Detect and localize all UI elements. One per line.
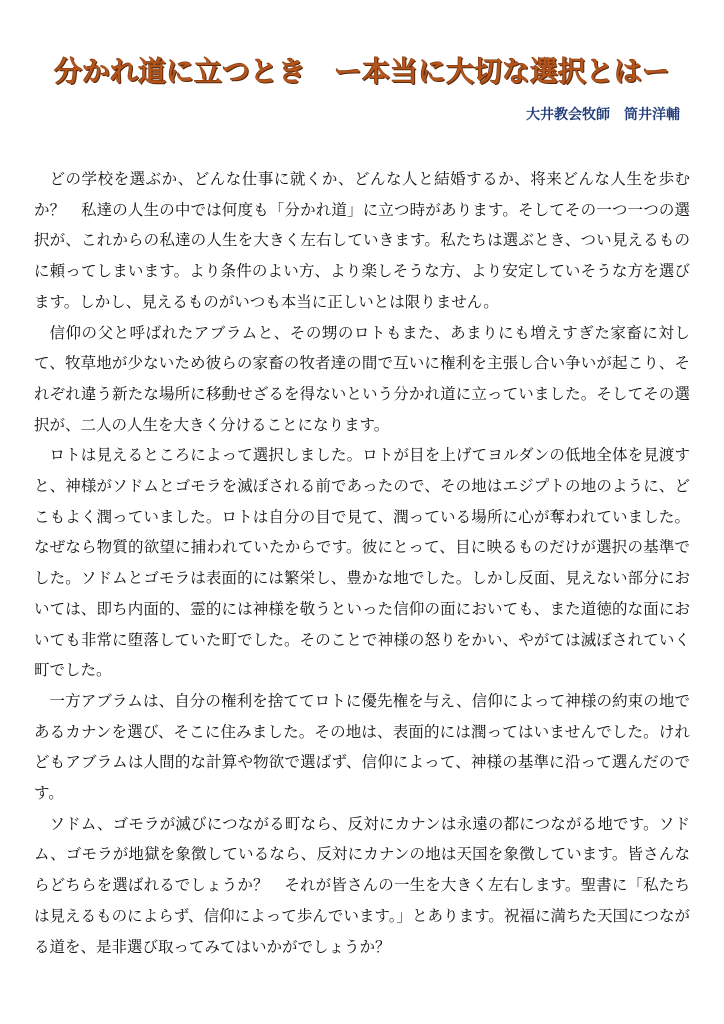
page-title: 分かれ道に立つとき ー本当に大切な選択とはー (53, 55, 670, 88)
paragraph-2: 信仰の父と呼ばれたアブラムと、その甥のロトもまた、あまりにも増えすぎた家畜に対して、牧草地が少ないため彼らの家畜の牧者達の間で互いに権利を主張し合い争いが起こり、それぞれ違う新たな場所に移動せざるを得ないという分かれ道に立っていました。そしてその選択が、二人の人生を大きく分けることになります。 (34, 323, 690, 434)
paragraph-5: ソドム、ゴモラが滅びにつながる町なら、反対にカナンは永遠の都につながる地です。ソドム、ゴモラが地獄を象徴しているなら、反対にカナンの地は天国を象徴しています。皆さんならどちらを選ばれるでしょうか？ それが皆さんの一生を大きく左右します。聖書に「私たちは見えるものによらず、信仰によって歩んでいます。」とあります。祝福に満ちた天国につながる道を、是非選び取ってみてはいかがでしょうか？ (34, 814, 690, 956)
article-body (34, 164, 690, 962)
paragraph-1: どの学校を選ぶか、どんな仕事に就くか、どんな人と結婚するか、将来どんな人生を歩むか？ 私達の人生の中では何度も「分かれ道」に立つ時があります。そしてその一つ一つの選択が、これからの私達の人生を大きく左右していきます。私たちは選ぶとき、つい見えるものに頼ってしまいます。より条件のよい方、より楽しそうな方、より安定していそうな方を選びます。しかし、見えるものがいつも本当に正しいとは限りません。 (34, 170, 690, 311)
paragraph-4: 一方アブラムは、自分の権利を捨ててロトに優先権を与え、信仰によって神様の約束の地であるカナンを選び、そこに住みました。その地は、表面的には潤ってはいませんでした。けれどもアブラムは人間的な計算や物欲で選ばず、信仰によって、神様の基準に沿って選んだのです。 (34, 691, 690, 803)
author-byline: 大井教会牧師 筒井洋輔 (526, 107, 680, 123)
paragraph-3: ロトは見えるところによって選択しました。ロトが目を上げてヨルダンの低地全体を見渡すと、神様がソドムとゴモラを滅ぼされる前であったので、その地はエジプトの地のように、どこもよく潤っていました。ロトは自分の目で見て、潤っている場所に心が奪われていました。なぜなら物質的欲望に捕われていたからです。彼にとって、目に映るものだけが選択の基準でした。ソドムとゴモラは表面的には繁栄し、豊かな地でした。しかし反面、見えない部分においては、即ち内面的、霊的には神様を敬うといった信仰の面においても、また道徳的な面においても非常に堕落していた町でした。そのことで神様の怒りをかい、やがては滅ぼされていく町でした。 (34, 446, 690, 680)
